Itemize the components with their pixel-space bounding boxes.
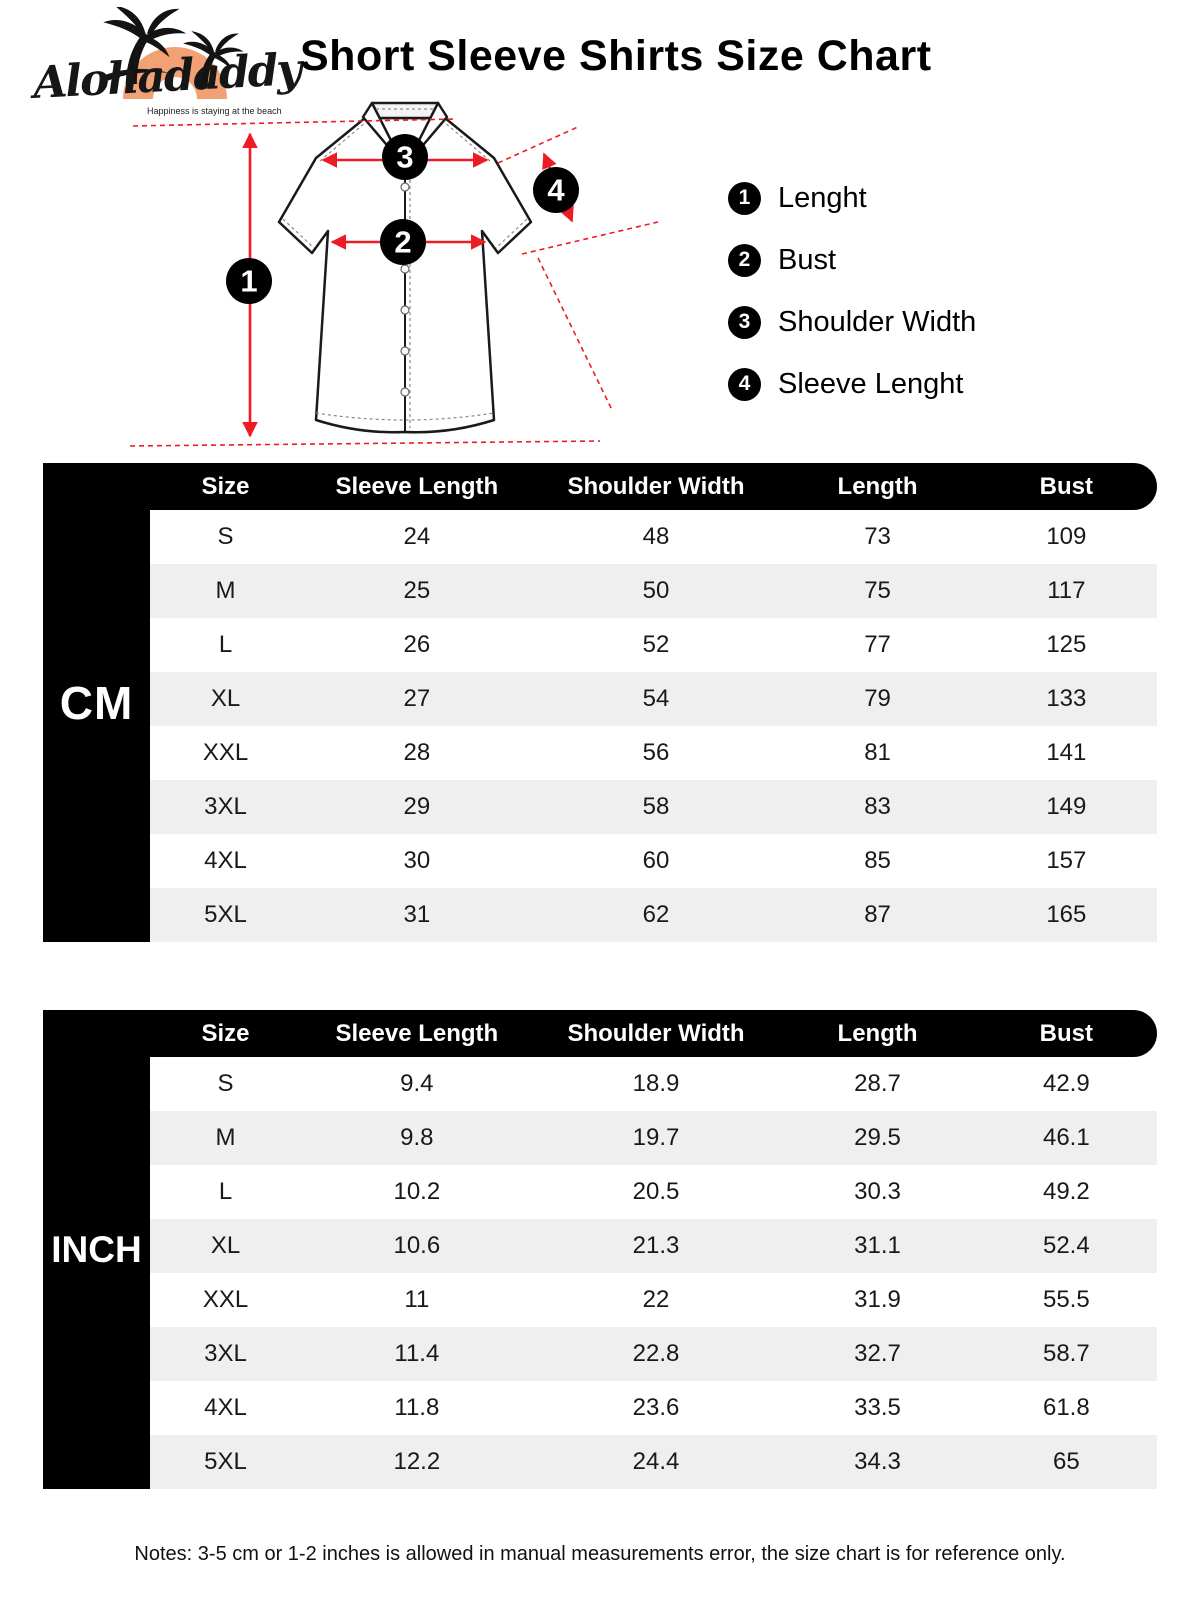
table-cell: 23.6 (632, 1394, 680, 1421)
table-row (150, 1165, 1157, 1219)
table-header-row (150, 1010, 1157, 1057)
badge-3: 3 (396, 139, 414, 175)
table-cell: XL (210, 1232, 241, 1259)
table-cell: 24.4 (632, 1448, 680, 1475)
column-header: Size (201, 1019, 250, 1047)
table-cell: 5XL (204, 901, 247, 928)
table-cell: 5XL (204, 1448, 247, 1475)
table-cell: 28.7 (854, 1070, 901, 1097)
table-row (150, 1327, 1157, 1381)
table-cell: M (215, 1124, 236, 1151)
badge-1: 1 (240, 263, 258, 299)
table-cell: XL (210, 685, 241, 712)
legend-badge-2: 2 (728, 244, 761, 277)
unit-label-inch: INCH (43, 1010, 150, 1489)
table-cell: 31.1 (854, 1232, 901, 1259)
table-cell: 9.4 (400, 1070, 434, 1097)
table-cell: 18.9 (632, 1070, 680, 1097)
table-cell: 85 (864, 847, 891, 874)
table-row (150, 1111, 1157, 1165)
table-cell: 165 (1046, 901, 1087, 928)
column-header: Length (837, 472, 918, 500)
table-row (150, 618, 1157, 672)
column-header: Sleeve Length (335, 1019, 499, 1047)
table-cell: 31.9 (854, 1286, 901, 1313)
badge-2: 2 (394, 224, 412, 260)
legend-badge-3: 3 (728, 306, 761, 339)
table-cell: 21.3 (632, 1232, 680, 1259)
table-body (150, 510, 1157, 942)
table-cell: 62 (642, 901, 670, 928)
table-cell: 4XL (204, 847, 247, 874)
table-cell: 73 (864, 523, 891, 550)
table-cell: 25 (403, 577, 431, 604)
table-header-row (150, 463, 1157, 510)
table-cell: 11 (404, 1286, 430, 1313)
table-cell: 149 (1046, 793, 1087, 820)
table-row (150, 1219, 1157, 1273)
table-cell: L (218, 631, 233, 658)
legend-label: Bust (778, 243, 837, 276)
table-cell: 61.8 (1042, 1394, 1090, 1421)
table-cell: 24 (403, 523, 431, 550)
brand-tagline: Happiness is staying at the beach (147, 106, 282, 116)
table-cell: M (215, 577, 236, 604)
shirt-measurement-diagram (0, 0, 700, 470)
table-cell: 52 (642, 631, 670, 658)
legend-item-bust (728, 242, 976, 278)
unit-label-cm: CM (43, 463, 150, 942)
sleeve-top-guide (498, 126, 580, 163)
table-cell: 10.6 (393, 1232, 441, 1259)
legend-badge-1: 1 (728, 182, 761, 215)
table-cell: 26 (403, 631, 431, 658)
badge-4: 4 (547, 172, 565, 208)
table-row (150, 564, 1157, 618)
table-cell: 55.5 (1042, 1286, 1090, 1313)
table-cell: 4XL (204, 1394, 247, 1421)
table-cell: 87 (864, 901, 891, 928)
table-cell: 20.5 (632, 1178, 680, 1205)
column-header: Bust (1039, 1019, 1094, 1047)
table-cell: 58 (642, 793, 670, 820)
table-cell: 117 (1047, 577, 1086, 604)
table-cell: 28 (403, 739, 431, 766)
legend-label: Lenght (778, 181, 867, 214)
legend-label: Sleeve Lenght (778, 367, 964, 400)
legend-item-sleeve-length (728, 366, 976, 402)
table-cell: 22.8 (632, 1340, 680, 1367)
brand-name: Alohadaddy (31, 44, 302, 109)
table-body (150, 1057, 1157, 1489)
table-row (150, 888, 1157, 942)
cuff-guide (538, 258, 612, 410)
measurement-legend (728, 180, 976, 402)
table-cell: S (217, 1070, 234, 1097)
table-cell: S (217, 523, 234, 550)
size-table-cm (43, 463, 1157, 942)
table-cell: 33.5 (854, 1394, 901, 1421)
table-row (150, 1435, 1157, 1489)
table-cell: 49.2 (1042, 1178, 1090, 1205)
table-cell: 79 (864, 685, 891, 712)
table-cell: 46.1 (1042, 1124, 1090, 1151)
table-cell: 133 (1046, 685, 1087, 712)
table-row (150, 726, 1157, 780)
table-cell: 32.7 (854, 1340, 901, 1367)
sleeve-bottom-guide (522, 222, 658, 254)
table-cell: 3XL (204, 1340, 247, 1367)
table-cell: 11.4 (394, 1340, 440, 1367)
table-row (150, 510, 1157, 564)
length-bottom-guide (130, 441, 600, 446)
table-cell: 3XL (204, 793, 247, 820)
table-cell: 83 (864, 793, 891, 820)
column-header: Sleeve Length (335, 472, 499, 500)
legend-item-shoulder-width (728, 304, 976, 340)
table-cell: 19.7 (632, 1124, 680, 1151)
legend-item-length (728, 180, 976, 216)
legend-label: Shoulder Width (778, 305, 977, 338)
table-cell: 75 (864, 577, 891, 604)
legend-badge-4: 4 (728, 368, 761, 401)
table-row (150, 834, 1157, 888)
column-header: Shoulder Width (567, 1019, 745, 1047)
table-cell: 77 (864, 631, 891, 658)
table-cell: L (218, 1178, 233, 1205)
table-cell: 12.2 (393, 1448, 441, 1475)
size-table-inch (43, 1010, 1157, 1489)
table-cell: 58.7 (1042, 1340, 1090, 1367)
column-header: Size (201, 472, 250, 500)
table-row (150, 1381, 1157, 1435)
table-cell: XXL (202, 739, 249, 766)
table-cell: 157 (1046, 847, 1087, 874)
column-header: Shoulder Width (567, 472, 745, 500)
table-cell: 52.4 (1042, 1232, 1090, 1259)
table-cell: XXL (202, 1286, 249, 1313)
table-cell: 22 (642, 1286, 670, 1313)
table-row (150, 1057, 1157, 1111)
table-cell: 9.8 (400, 1124, 434, 1151)
table-cell: 29 (403, 793, 431, 820)
column-header: Bust (1039, 472, 1094, 500)
table-cell: 54 (642, 685, 670, 712)
table-row (150, 1273, 1157, 1327)
table-cell: 141 (1046, 739, 1087, 766)
table-cell: 29.5 (854, 1124, 901, 1151)
column-header: Length (837, 1019, 918, 1047)
table-cell: 31 (403, 901, 431, 928)
table-cell: 65 (1052, 1448, 1080, 1475)
table-cell: 60 (642, 847, 670, 874)
table-row (150, 780, 1157, 834)
table-cell: 50 (642, 577, 670, 604)
table-cell: 30 (403, 847, 431, 874)
table-cell: 42.9 (1042, 1070, 1090, 1097)
notes-text: Notes: 3-5 cm or 1-2 inches is allowed in manual measurements error, the size chart is for reference only. (134, 1543, 1066, 1565)
table-cell: 109 (1046, 523, 1087, 550)
table-cell: 81 (864, 739, 891, 766)
table-cell: 27 (403, 685, 431, 712)
table-cell: 10.2 (393, 1178, 441, 1205)
table-row (150, 672, 1157, 726)
table-cell: 34.3 (854, 1448, 901, 1475)
table-cell: 30.3 (854, 1178, 901, 1205)
table-cell: 125 (1046, 631, 1087, 658)
table-cell: 11.8 (394, 1394, 440, 1421)
table-cell: 56 (642, 739, 670, 766)
page-title: Short Sleeve Shirts Size Chart (300, 32, 932, 80)
table-cell: 48 (642, 523, 670, 550)
